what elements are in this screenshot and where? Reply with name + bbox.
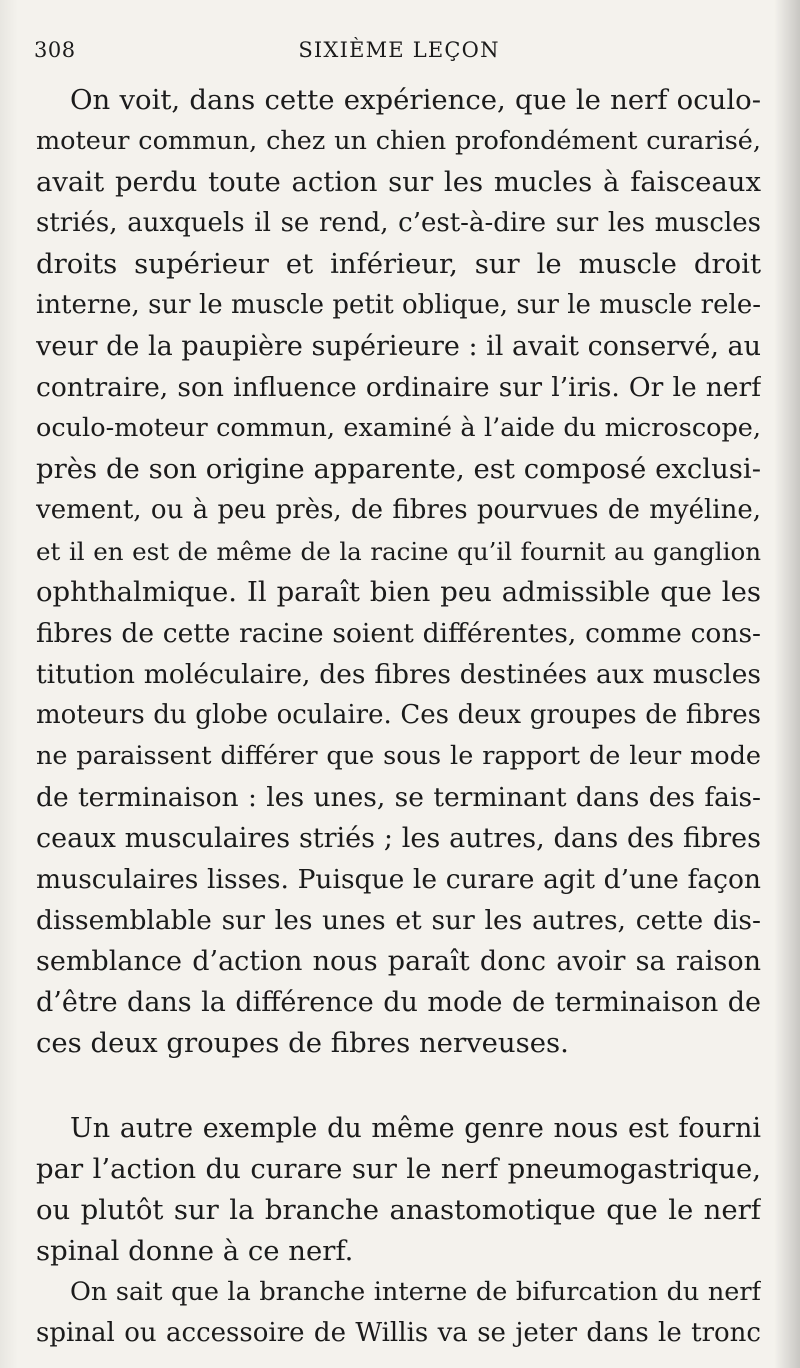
text-line: d’être dans la différence du mode de terminaison de: [36, 987, 761, 1018]
running-title: SIXIÈME LEÇON: [298, 38, 500, 62]
paragraph-1: [36, 80, 761, 1064]
text-line: ceaux musculaires striés ; les autres, dans des fibres: [36, 823, 761, 854]
text-line: veur de la paupière supérieure : il avait conservé, au: [36, 331, 761, 362]
text-line: titution moléculaire, des fibres destinées aux muscles: [36, 659, 761, 690]
text-line: spinal ou accessoire de Willis va se jeter dans le tronc: [36, 1318, 761, 1348]
text-line: moteurs du globe oculaire. Ces deux groupes de fibres: [36, 700, 761, 730]
text-line: On sait que la branche interne de bifurcation du nerf: [70, 1277, 761, 1307]
text-line: fibres de cette racine soient différentes, comme cons-: [36, 618, 761, 649]
paragraph-2: [36, 1108, 761, 1272]
text-line: On voit, dans cette expérience, que le nerf oculo-: [70, 84, 761, 116]
text-line: droits supérieur et inférieur, sur le muscle droit: [36, 248, 761, 280]
text-line: moteur commun, chez un chien profondément curarisé,: [36, 126, 761, 156]
text-line: avait perdu toute action sur les mucles à faisceaux: [36, 166, 761, 198]
page-header: [34, 38, 764, 68]
text-line: ou plutôt sur la branche anastomotique que le nerf: [36, 1194, 761, 1226]
text-line: contraire, son influence ordinaire sur l’iris. Or le nerf: [36, 372, 761, 403]
body-text: [36, 80, 761, 1354]
page-number: 308: [34, 38, 76, 62]
text-line: par l’action du curare sur le nerf pneumogastrique,: [36, 1153, 761, 1185]
text-line: oculo-moteur commun, examiné à l’aide du microscope,: [36, 413, 761, 443]
paragraph-3: [36, 1272, 761, 1354]
text-line: dissemblable sur les unes et sur les autres, cette dis-: [36, 905, 761, 936]
text-line: et il en est de même de la racine qu’il fournit au ganglion: [36, 537, 761, 566]
text-line: ne paraissent différer que sous le rapport de leur mode: [36, 741, 761, 771]
text-line: près de son origine apparente, est composé exclusi-: [36, 453, 761, 485]
paragraph-gap: [36, 1064, 761, 1108]
text-line: Un autre exemple du même genre nous est fourni: [70, 1113, 761, 1144]
text-line: de terminaison : les unes, se terminant dans des fais-: [36, 782, 761, 813]
text-line: semblance d’action nous paraît donc avoir sa raison: [36, 946, 761, 977]
text-line: ces deux groupes de fibres nerveuses.: [36, 1027, 569, 1059]
text-line: ophthalmique. Il paraît bien peu admissible que les: [36, 576, 761, 608]
text-line: striés, auxquels il se rend, c’est-à-dire sur les muscles: [36, 208, 761, 238]
text-line: interne, sur le muscle petit oblique, sur le muscle rele-: [36, 290, 761, 320]
text-line: musculaires lisses. Puisque le curare agit d’une façon: [36, 864, 761, 895]
text-line: vement, ou à peu près, de fibres pourvues de myéline,: [36, 495, 761, 525]
text-line: spinal donne à ce nerf.: [36, 1235, 354, 1267]
